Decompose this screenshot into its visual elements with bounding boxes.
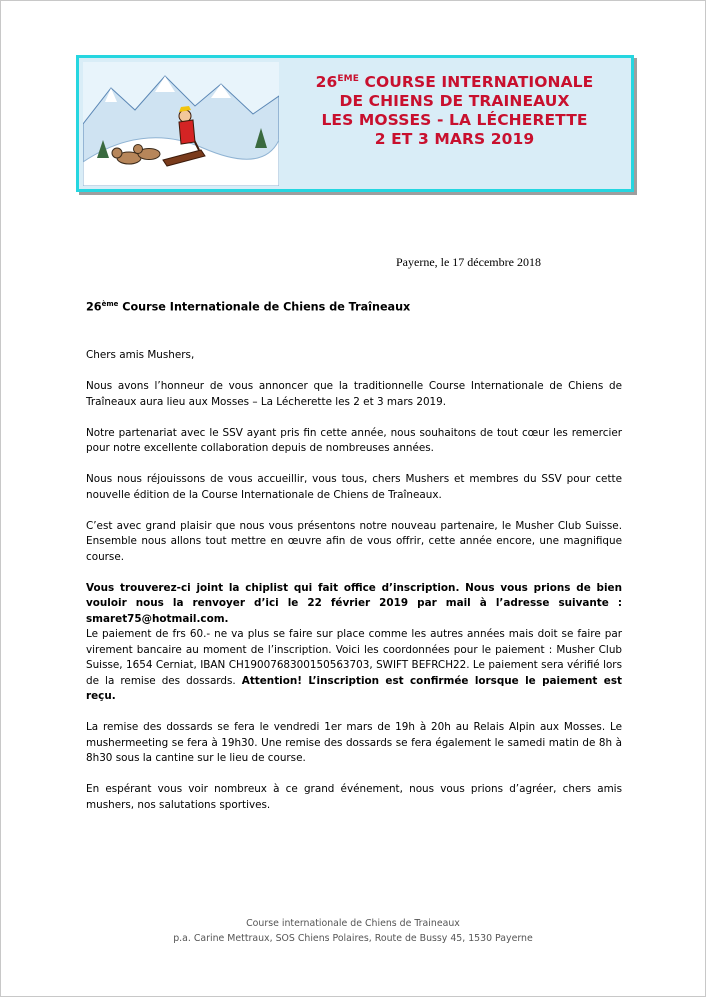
letter-date: Payerne, le 17 décembre 2018 [396,255,541,269]
paragraph-closing: En espérant vous voir nombreux à ce grand événement, nous vous prions d’agréer, chers amis mushers, nos salutations sportives. [86,783,622,811]
paragraph-welcome: Nous nous réjouissons de vous accueillir, vous tous, chers Mushers et membres du SSV pour cette nouvelle édition de la Course Internationale de Chiens de Traîneaux. [86,473,622,501]
banner-title: 26EME COURSE INTERNATIONALE DE CHIENS DE TRAINEAUX LES MOSSES - LA LÉCHERETTE 2 ET 3 MARS 2019 [315,73,594,149]
paragraph-announcement: Nous avons l’honneur de vous annoncer que la traditionnelle Course Internationale de Chiens de Traîneaux aura lieu aux Mosses – La Lécherette les 2 et 3 mars 2019. [86,380,622,408]
sled-dog-illustration [83,62,279,186]
paragraph-payment: Le paiement de frs 60.- ne va plus se faire sur place comme les autres années mais doit se faire par virement bancaire au moment de l’inscription. Voici les coordonnées pour le paiement : Musher Club Suisse, 1654 Cerniat, IBAN CH1900768300150563703, SWIFT BEFRCH22. Le paiement sera vérifié lors de la remise des dossards. Attention! L’inscription est confirmée lorsque le paiement est reçu. [86,628,622,702]
letter-body [86,348,622,829]
footer-address: p.a. Carine Mettraux, SOS Chiens Polaires, Route de Bussy 45, 1530 Payerne [173,933,533,944]
paragraph-bibs: La remise des dossards se fera le vendredi 1er mars de 19h à 20h au Relais Alpin aux Mosses. Le mushermeeting se fera à 19h30. Une remise des dossards se fera également le samedi matin de 8h à 8h30 sous la cantine sur le lieu de course. [86,721,622,764]
payment-warning: Attention! L’inscription est confirmée lorsque le paiement est reçu. [86,674,622,702]
paragraph-registration: Vous trouverez-ci joint la chiplist qui fait office d’inscription. Nous vous prions de bien vouloir nous la renvoyer d’ici le 22 février 2019 par mail à l’adresse suivante : smaret75@hotmail.com. [86,581,622,625]
letter-subject: 26ème Course Internationale de Chiens de Traîneaux [86,300,411,314]
paragraph-new-partner: C’est avec grand plaisir que nous vous présentons notre nouveau partenaire, le Musher Club Suisse. Ensemble nous allons tout mettre en œuvre afin de vous offrir, cette année encore, une magnifique course. [86,519,622,563]
header-banner [76,55,634,192]
footer-org: Course internationale de Chiens de Traineaux [246,918,460,929]
greeting: Chers amis Mushers, [86,349,195,361]
letter-footer [0,916,706,946]
paragraph-partnership: Notre partenariat avec le SSV ayant pris fin cette année, nous souhaitons de tout cœur les remercier pour notre excellente collaboration depuis de nombreuses années. [86,426,622,454]
